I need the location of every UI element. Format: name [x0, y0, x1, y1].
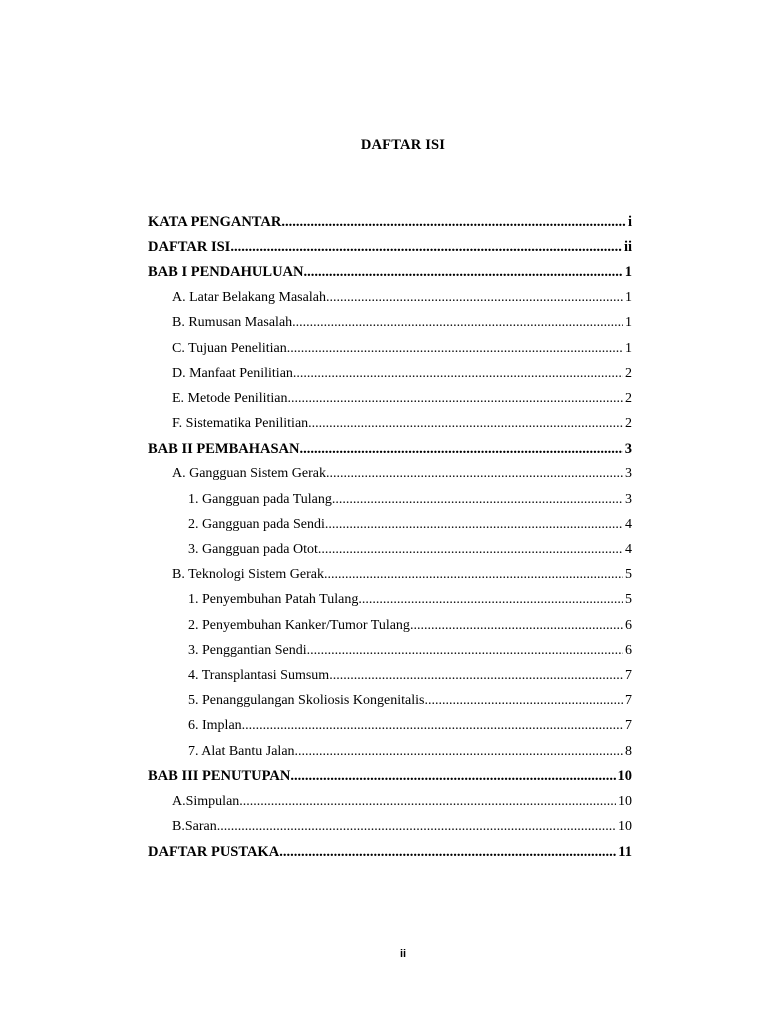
- toc-entry-label: F. Sistematika Penilitian: [172, 416, 309, 432]
- toc-entry-label: B. Rumusan Masalah: [172, 315, 293, 331]
- toc-entry-label: DAFTAR PUSTAKA: [148, 843, 280, 860]
- toc-dot-leader: [299, 441, 622, 458]
- toc-entry-page: 8: [625, 743, 632, 759]
- toc-entry: [148, 336, 632, 361]
- toc-dot-leader: [307, 643, 623, 659]
- toc-entry: [148, 689, 632, 714]
- toc-entry-label: 5. Penanggulangan Skoliosis Kongenitalis: [188, 693, 425, 709]
- toc-entry: [148, 789, 632, 814]
- toc-dot-leader: [358, 592, 623, 608]
- toc-entry-page: 4: [625, 542, 632, 558]
- toc-entry: [148, 210, 632, 235]
- toc-dot-leader: [290, 768, 615, 785]
- toc-dot-leader: [281, 214, 626, 231]
- toc-entry: [148, 235, 632, 260]
- toc-entry-page: 4: [625, 516, 632, 532]
- toc-entry: [148, 714, 632, 739]
- toc-entry-page: ii: [623, 239, 632, 256]
- table-of-contents: [148, 210, 632, 865]
- toc-entry-page: 1: [625, 340, 632, 356]
- toc-dot-leader: [332, 492, 623, 508]
- toc-entry-page: 7: [625, 693, 632, 709]
- toc-entry: [148, 361, 632, 386]
- toc-entry: [148, 286, 632, 311]
- toc-entry-label: DAFTAR ISI: [148, 239, 231, 256]
- toc-entry-label: 1. Gangguan pada Tulang: [188, 491, 332, 507]
- page-number: ii: [399, 948, 407, 960]
- toc-dot-leader: [239, 794, 616, 810]
- toc-entry: [148, 840, 632, 865]
- toc-dot-leader: [326, 466, 623, 482]
- toc-entry: [148, 260, 632, 285]
- toc-entry: [148, 462, 632, 487]
- toc-entry-label: C. Tujuan Penelitian: [172, 340, 287, 356]
- toc-entry-label: B. Teknologi Sistem Gerak: [172, 567, 324, 583]
- toc-dot-leader: [242, 718, 623, 734]
- toc-entry-page: 3: [625, 466, 632, 482]
- toc-dot-leader: [293, 366, 623, 382]
- toc-dot-leader: [217, 819, 616, 835]
- toc-entry-page: 7: [625, 667, 632, 683]
- toc-entry-page: 7: [625, 718, 632, 734]
- toc-dot-leader: [287, 341, 623, 357]
- toc-entry: [148, 764, 632, 789]
- toc-entry-page: 5: [625, 567, 632, 583]
- toc-entry: [148, 437, 632, 462]
- toc-entry-label: BAB II PEMBAHASAN: [148, 440, 300, 457]
- toc-entry-page: 2: [625, 416, 632, 432]
- toc-entry-label: D. Manfaat Penilitian: [172, 365, 293, 381]
- toc-dot-leader: [308, 416, 623, 432]
- toc-dot-leader: [318, 542, 623, 558]
- toc-entry-page: 5: [625, 592, 632, 608]
- toc-entry-label: 4. Transplantasi Sumsum: [188, 667, 330, 683]
- toc-entry-label: KATA PENGANTAR: [148, 214, 282, 231]
- toc-entry-label: BAB I PENDAHULUAN: [148, 264, 304, 281]
- toc-entry-page: 3: [625, 491, 632, 507]
- toc-entry-page: 1: [625, 290, 632, 306]
- toc-entry: [148, 412, 632, 437]
- toc-entry-page: 10: [617, 768, 632, 785]
- toc-entry-label: A. Gangguan Sistem Gerak: [172, 466, 326, 482]
- toc-entry: [148, 663, 632, 688]
- toc-entry-label: 7. Alat Bantu Jalan: [188, 743, 295, 759]
- toc-entry-label: 3. Penggantian Sendi: [188, 642, 307, 658]
- toc-dot-leader: [279, 844, 616, 861]
- page-title: DAFTAR ISI: [360, 137, 446, 153]
- toc-dot-leader: [424, 693, 623, 709]
- toc-dot-leader: [329, 668, 623, 684]
- toc-dot-leader: [304, 264, 623, 281]
- toc-entry-page: 10: [618, 819, 632, 835]
- toc-dot-leader: [295, 744, 623, 760]
- toc-dot-leader: [292, 315, 623, 331]
- toc-entry: [148, 537, 632, 562]
- toc-entry-page: 10: [618, 793, 632, 809]
- toc-entry: [148, 512, 632, 537]
- toc-entry-page: 2: [625, 365, 632, 381]
- toc-dot-leader: [230, 239, 622, 256]
- toc-entry: [148, 386, 632, 411]
- toc-entry-page: i: [627, 214, 632, 231]
- toc-entry-page: 6: [625, 642, 632, 658]
- toc-entry-label: A. Latar Belakang Masalah: [172, 290, 326, 306]
- toc-entry: [148, 815, 632, 840]
- toc-entry: [148, 613, 632, 638]
- toc-entry-label: A.Simpulan: [172, 793, 240, 809]
- toc-entry-label: E. Metode Penilitian: [172, 390, 288, 406]
- toc-entry-page: 1: [624, 264, 632, 281]
- toc-entry: [148, 487, 632, 512]
- toc-entry-page: 11: [618, 843, 632, 860]
- toc-entry: [148, 311, 632, 336]
- toc-entry-label: 6. Implan: [188, 718, 242, 734]
- toc-entry-label: 3. Gangguan pada Otot: [188, 542, 318, 558]
- toc-entry-label: 2. Gangguan pada Sendi: [188, 516, 325, 532]
- toc-entry: [148, 739, 632, 764]
- toc-dot-leader: [410, 618, 623, 634]
- toc-entry-label: BAB III PENUTUPAN: [148, 768, 291, 785]
- toc-entry-page: 3: [624, 440, 632, 457]
- toc-dot-leader: [287, 391, 623, 407]
- toc-dot-leader: [324, 567, 623, 583]
- toc-entry-label: 2. Penyembuhan Kanker/Tumor Tulang: [188, 617, 410, 633]
- toc-dot-leader: [326, 290, 623, 306]
- toc-entry-page: 2: [625, 390, 632, 406]
- toc-entry: [148, 588, 632, 613]
- toc-dot-leader: [325, 517, 623, 533]
- toc-entry-label: 1. Penyembuhan Patah Tulang: [188, 592, 359, 608]
- toc-entry: [148, 563, 632, 588]
- toc-entry-page: 1: [625, 315, 632, 331]
- toc-entry-page: 6: [625, 617, 632, 633]
- toc-entry-label: B.Saran: [172, 819, 217, 835]
- toc-entry: [148, 638, 632, 663]
